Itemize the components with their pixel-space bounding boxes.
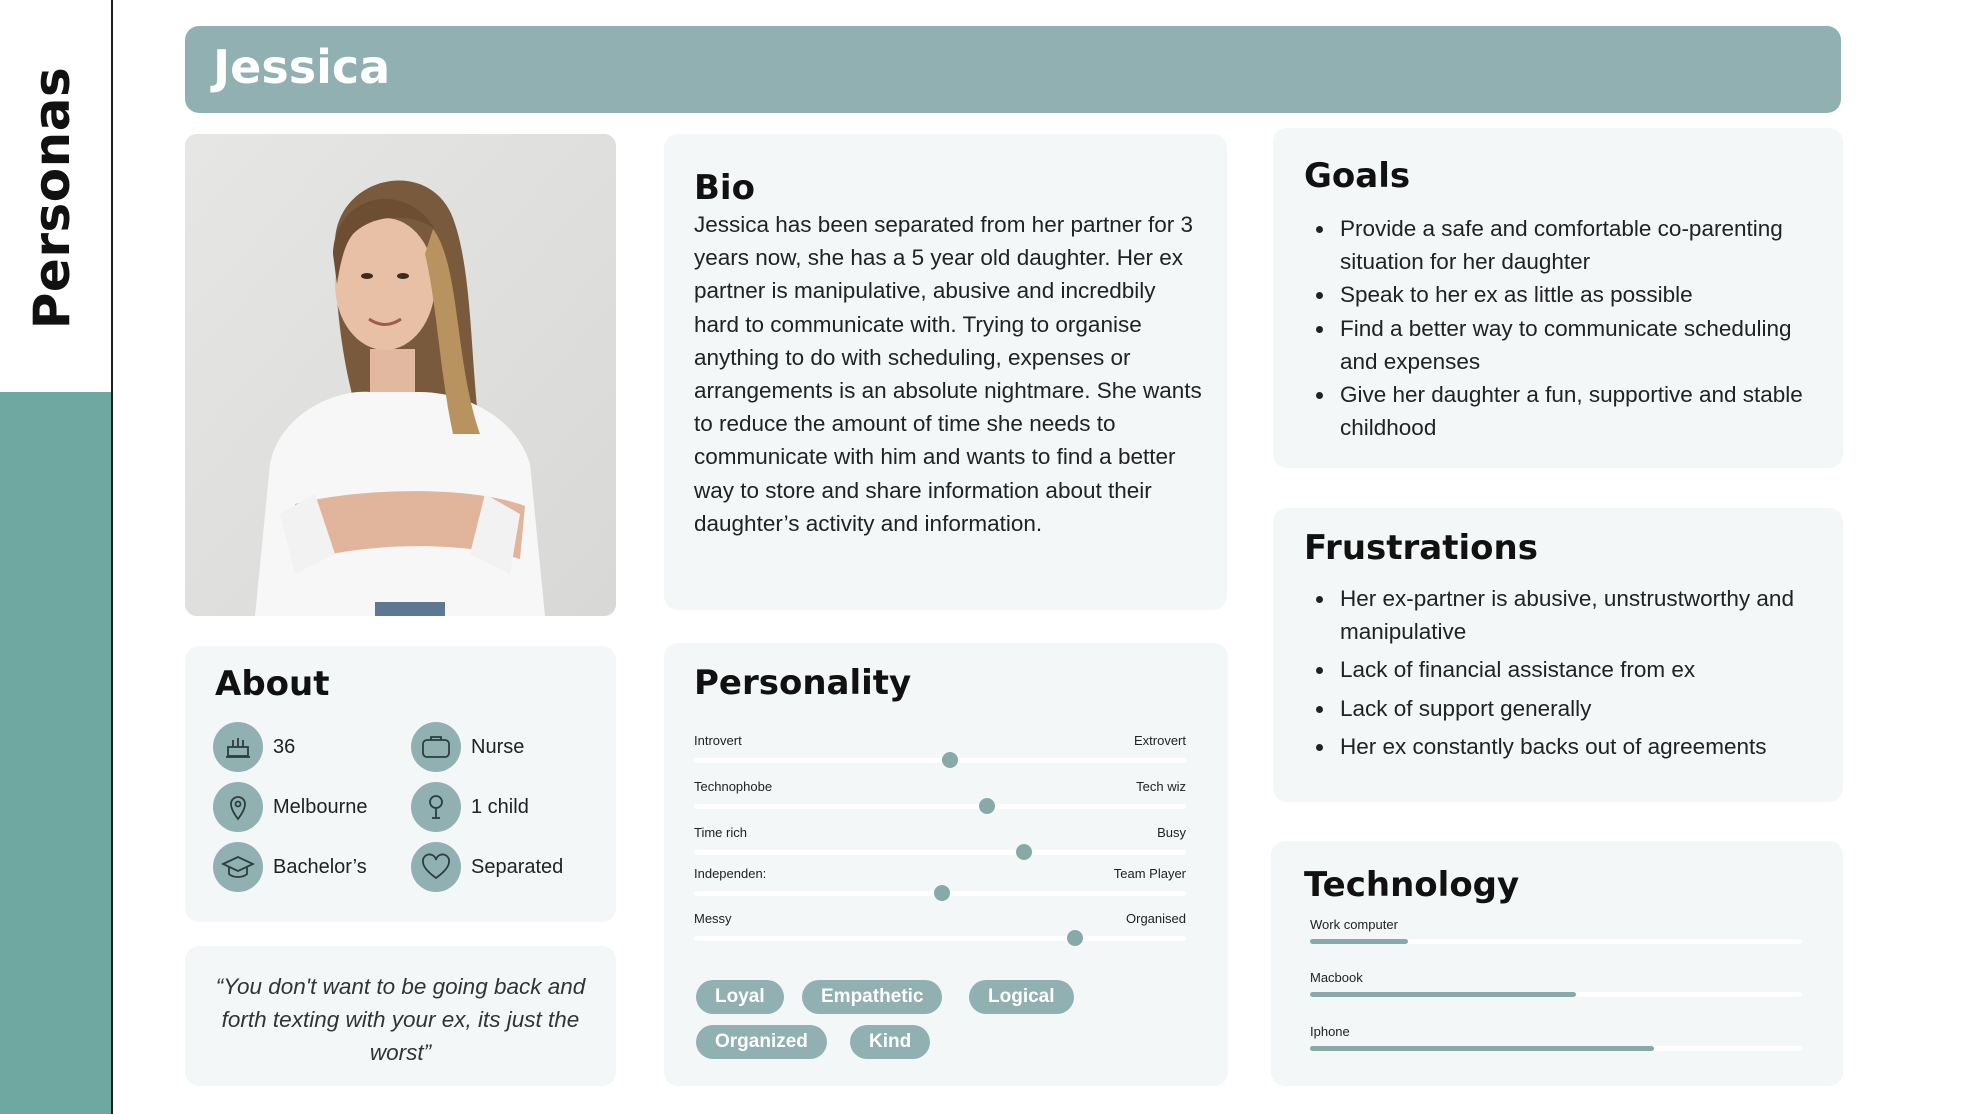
about-location — [213, 781, 368, 833]
trait-marker — [979, 798, 995, 814]
personality-card — [664, 643, 1228, 1086]
cake-icon — [213, 722, 263, 772]
goal-item: Speak to her ex as little as possible — [1304, 278, 1824, 311]
trait-track — [694, 850, 1186, 855]
location-pin-icon — [213, 782, 263, 832]
tech-fill — [1310, 992, 1576, 997]
trait-marker — [1067, 930, 1083, 946]
trait-right-label: Tech wiz — [1136, 779, 1186, 794]
trait-left-label: Messy — [694, 911, 732, 926]
trait-marker — [934, 885, 950, 901]
rail-bottom — [0, 392, 111, 1114]
tech-row — [1310, 1024, 1802, 1039]
tech-row — [1310, 917, 1802, 932]
goals-card — [1273, 128, 1843, 468]
trait-left-label: Introvert — [694, 733, 742, 748]
about-occupation — [411, 721, 524, 773]
trait-right-label: Extrovert — [1133, 733, 1186, 748]
about-title: About — [215, 664, 330, 704]
about-status-value: Separated — [471, 855, 564, 878]
trait-marker — [942, 752, 958, 768]
frustration-item: Lack of support generally — [1304, 692, 1824, 725]
tag-kind: Kind — [850, 1025, 930, 1059]
persona-quote: “You don't want to be going back and forth texting with your ex, its just the worst” — [215, 974, 586, 1065]
pacifier-icon — [411, 782, 461, 832]
technology-title: Technology — [1304, 865, 1520, 905]
tag-empathetic: Empathetic — [802, 980, 942, 1014]
technology-card — [1271, 841, 1843, 1086]
briefcase-icon — [411, 722, 461, 772]
goal-item: Find a better way to communicate scheduling and expenses — [1304, 312, 1824, 378]
sidebar-label: Personas — [23, 66, 81, 330]
tech-label: Work computer — [1310, 917, 1398, 932]
frustrations-list — [1304, 582, 1824, 768]
trait-slider — [694, 779, 1186, 819]
tech-track — [1310, 1046, 1802, 1051]
trait-left-label: Independen: — [694, 866, 767, 881]
bio-card — [664, 134, 1227, 610]
trait-track — [694, 758, 1186, 763]
about-age-value: 36 — [273, 735, 296, 758]
tech-label: Macbook — [1310, 970, 1363, 985]
tech-row — [1310, 970, 1802, 985]
sidebar-rail — [0, 0, 113, 1114]
goal-item: Give her daughter a fun, supportive and stable childhood — [1304, 378, 1824, 444]
frustration-item: Her ex constantly backs out of agreements — [1304, 730, 1824, 763]
graduation-cap-icon — [213, 842, 263, 892]
trait-right-label: Team Player — [1113, 866, 1186, 881]
tech-fill — [1310, 939, 1408, 944]
tag-logical: Logical — [969, 980, 1074, 1014]
tech-track — [1310, 992, 1802, 997]
about-card — [185, 646, 616, 922]
trait-slider — [694, 825, 1186, 865]
about-children-value: 1 child — [471, 795, 529, 818]
goals-list — [1304, 212, 1824, 444]
trait-left-label: Time rich — [694, 825, 747, 840]
about-age — [213, 721, 295, 773]
bio-text: Jessica has been separated from her partner for 3 years now, she has a 5 year old daughter. Her ex partner is manipulative, abusive and incredbily hard to communicate with. Trying to organise anything to do with scheduling, expenses or arrangements is an absolute nightmare. She wants to reduce the amount of time she needs to communicate with him and wants to find a better way to store and share information about their daughter’s activity and information. — [694, 212, 1202, 536]
persona-name: Jessica — [213, 40, 391, 94]
trait-slider — [694, 866, 1186, 906]
trait-marker — [1016, 844, 1032, 860]
persona-header — [185, 26, 1841, 113]
frustration-item: Her ex-partner is abusive, unstrustworthy and manipulative — [1304, 582, 1824, 648]
persona-photo — [185, 134, 616, 616]
about-children — [411, 781, 529, 833]
trait-track — [694, 804, 1186, 809]
trait-right-label: Organised — [1126, 911, 1186, 926]
frustrations-title: Frustrations — [1304, 528, 1538, 568]
goal-item: Provide a safe and comfortable co-parenting situation for her daughter — [1304, 212, 1824, 278]
quote-card — [185, 946, 616, 1086]
tech-track — [1310, 939, 1802, 944]
about-occupation-value: Nurse — [471, 735, 525, 758]
about-education-value: Bachelor’s — [273, 855, 367, 878]
trait-right-label: Busy — [1157, 825, 1186, 840]
personality-title: Personality — [694, 663, 912, 703]
tech-fill — [1310, 1046, 1654, 1051]
about-location-value: Melbourne — [273, 795, 368, 818]
trait-slider — [694, 911, 1186, 951]
bio-title: Bio — [694, 168, 755, 208]
frustrations-card — [1273, 508, 1843, 802]
tag-loyal: Loyal — [696, 980, 784, 1014]
frustration-item: Lack of financial assistance from ex — [1304, 653, 1824, 686]
goals-title: Goals — [1304, 156, 1411, 196]
tag-organized: Organized — [696, 1025, 827, 1059]
trait-slider — [694, 733, 1186, 773]
tech-label: Iphone — [1310, 1024, 1350, 1039]
trait-left-label: Technophobe — [694, 779, 773, 794]
trait-track — [694, 936, 1186, 941]
about-education — [213, 841, 367, 893]
heart-icon — [411, 842, 461, 892]
about-status — [411, 841, 563, 893]
